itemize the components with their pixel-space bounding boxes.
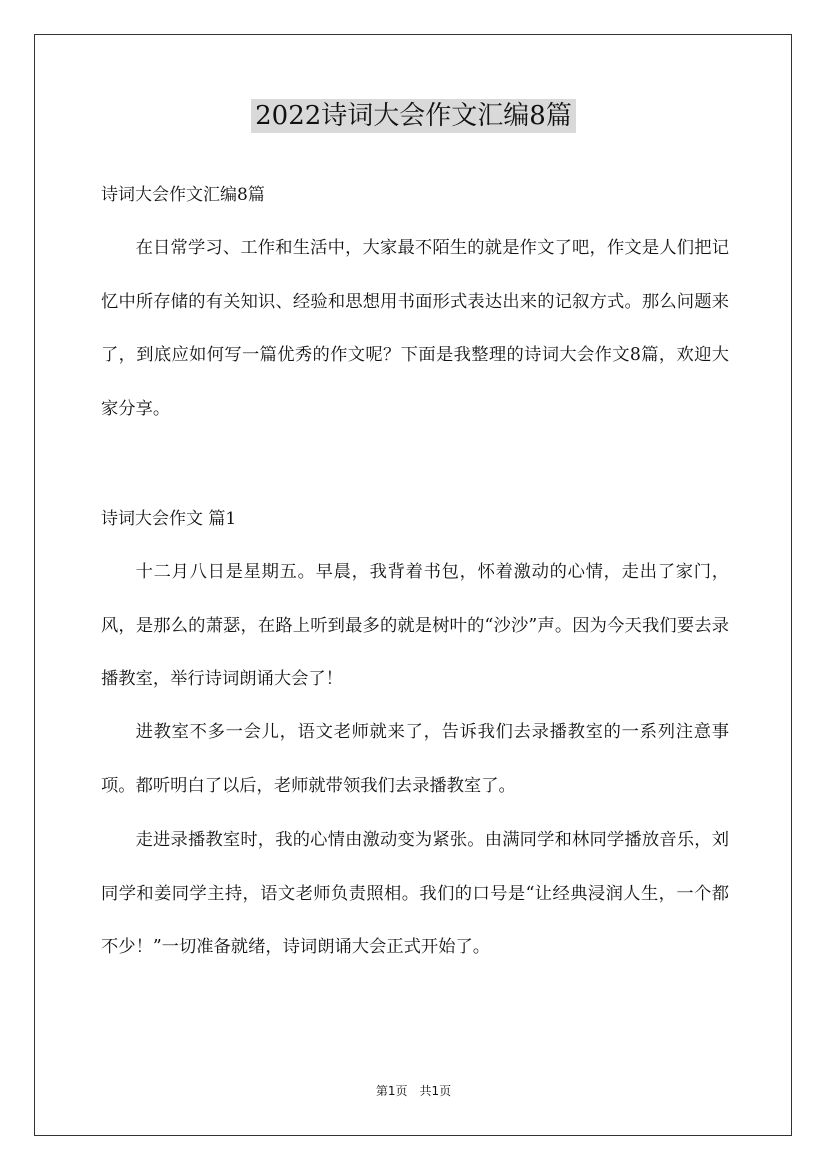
document-title: [0, 98, 827, 134]
intro-paragraph: 在日常学习、工作和生活中，大家最不陌生的就是作文了吧，作文是人们把记忆中所存储的有关知识、经验和思想用书面形式表达出来的记叙方式。那么问题来了，到底应如何写一篇优秀的作文呢？下面是我整理的诗词大会作文8篇，欢迎大家分享。: [101, 238, 729, 419]
body-paragraph: 进教室不多一会儿，语文老师就来了，告诉我们去录播教室的一系列注意事项。都听明白了以后，老师就带领我们去录播教室了。: [101, 722, 729, 796]
section-heading: 诗词大会作文 篇1: [101, 509, 237, 529]
document-title-text: 2022诗词大会作文汇编8篇: [251, 99, 576, 133]
intro-heading: 诗词大会作文汇编8篇: [101, 185, 265, 205]
page-footer: 第1页 共1页: [375, 1084, 452, 1098]
body-paragraph: 走进录播教室时，我的心情由激动变为紧张。由满同学和林同学播放音乐，刘同学和姜同学主持，语文老师负责照相。我们的口号是“让经典浸润人生，一个都不少！”一切准备就绪，诗词朗诵大会正式开始了。: [101, 830, 729, 957]
body-paragraph: 十二月八日是星期五。早晨，我背着书包，怀着激动的心情，走出了家门，风，是那么的萧瑟，在路上听到最多的就是树叶的“沙沙”声。因为今天我们要去录播教室，举行诗词朗诵大会了！: [101, 562, 729, 689]
